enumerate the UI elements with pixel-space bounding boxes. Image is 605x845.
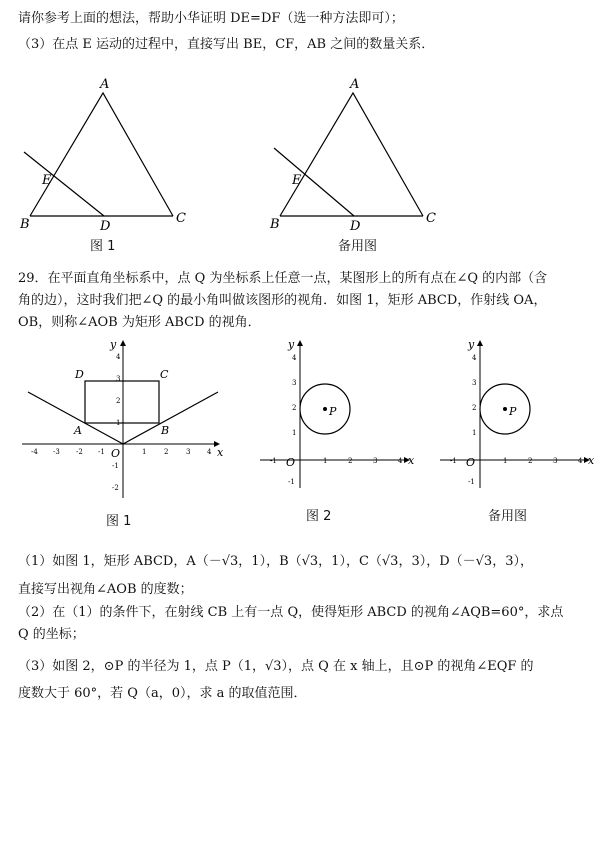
fig2-y-3: 3 <box>292 379 297 387</box>
text-line-p2: （3）在点 E 运动的过程中，直接写出 BE，CF，AB 之间的数量关系． <box>18 37 435 52</box>
fig2-x-neg1: -1 <box>270 457 277 465</box>
label-B-backup: B <box>270 217 280 232</box>
x-tick-neg3: -3 <box>53 448 60 456</box>
x-tick-neg4: -4 <box>31 448 38 456</box>
triangle-figure-1 <box>20 78 220 238</box>
q29-line-2: 角的边），这时我们把∠Q 的最小角叫做该图形的视角．如图 1，矩形 ABCD，作射线 OA， <box>18 293 547 308</box>
fig2-x-4: 4 <box>398 457 403 465</box>
caption-fig1-triangle: 图 1 <box>90 239 116 254</box>
fig3-origin: O <box>466 456 476 469</box>
fig2-y-1: 1 <box>292 429 297 437</box>
rect-label-C: C <box>160 368 169 381</box>
label-A: A <box>100 77 110 92</box>
fig3-axis-x: x <box>588 454 595 467</box>
x-tick-2: 2 <box>164 448 169 456</box>
fig3-axis-y: y <box>468 338 475 351</box>
fig3-x-1: 1 <box>503 457 508 465</box>
caption-coord-fig1: 图 1 <box>106 514 132 529</box>
sub3-line-2: 度数大于 60°，若 Q（a，0），求 a 的取值范围． <box>18 686 307 701</box>
fig3-y-3: 3 <box>472 379 477 387</box>
sub3-line-1: （3）如图 2，⊙P 的半径为 1，点 P（1，√3），点 Q 在 x 轴上，且⊙P 的视角∠EQF 的 <box>18 659 534 674</box>
coord-figure-2 <box>258 338 418 498</box>
axis-x-label: x <box>217 446 224 459</box>
sub2-line-1: （2）在（1）的条件下，在射线 CB 上有一点 Q，使得矩形 ABCD 的视角∠AQB=60°，求点 <box>18 605 564 620</box>
label-D: D <box>100 219 111 234</box>
caption-backup-triangle: 备用图 <box>338 239 378 254</box>
fig3-y-1: 1 <box>472 429 477 437</box>
fig3-x-neg1: -1 <box>450 457 457 465</box>
fig2-y-neg1: -1 <box>288 478 295 486</box>
y-tick-neg2: -2 <box>112 484 119 492</box>
fig2-y-4: 4 <box>292 354 297 362</box>
label-E: E <box>42 173 52 188</box>
fig2-origin: O <box>286 456 296 469</box>
fig3-x-2: 2 <box>528 457 533 465</box>
label-C-backup: C <box>426 211 436 226</box>
fig2-x-3: 3 <box>373 457 378 465</box>
fig3-point-P: P <box>509 405 517 418</box>
label-E-backup: E <box>292 173 302 188</box>
x-tick-neg2: -2 <box>76 448 83 456</box>
y-tick-4: 4 <box>116 353 121 361</box>
fig2-point-P: P <box>329 405 337 418</box>
y-tick-2: 2 <box>116 397 121 405</box>
label-C: C <box>176 211 186 226</box>
rect-label-B: B <box>161 424 170 437</box>
fig3-x-3: 3 <box>553 457 558 465</box>
q29-line-3: OB，则称∠AOB 为矩形 ABCD 的视角． <box>18 315 261 330</box>
y-tick-3: 3 <box>116 375 121 383</box>
label-B: B <box>20 217 30 232</box>
caption-coord-backup: 备用图 <box>488 509 528 524</box>
fig3-y-2: 2 <box>472 404 477 412</box>
axis-y-label: y <box>110 338 117 351</box>
origin-label: O <box>111 447 121 460</box>
sub2-line-2: Q 的坐标； <box>18 627 85 642</box>
fig2-x-2: 2 <box>348 457 353 465</box>
rect-label-D: D <box>75 368 84 381</box>
x-tick-neg1: -1 <box>98 448 105 456</box>
fig3-x-4: 4 <box>578 457 583 465</box>
rect-label-A: A <box>74 424 82 437</box>
y-tick-1: 1 <box>116 419 121 427</box>
x-tick-1: 1 <box>142 448 147 456</box>
x-tick-4: 4 <box>207 448 212 456</box>
sub1-line-2: 直接写出视角∠AOB 的度数； <box>18 582 193 597</box>
coord-figure-backup <box>438 338 598 498</box>
label-D-backup: D <box>350 219 361 234</box>
triangle-figure-backup <box>270 78 470 238</box>
fig2-axis-x: x <box>408 454 415 467</box>
text-line-p1: 请你参考上面的想法，帮助小华证明 DE=DF（选一种方法即可）； <box>18 11 404 26</box>
sub1-line-1: （1）如图 1，矩形 ABCD，A（－√3，1），B（√3，1），C（√3，3），D（－√3，3）， <box>18 554 533 569</box>
caption-coord-fig2: 图 2 <box>306 509 332 524</box>
fig2-axis-y: y <box>288 338 295 351</box>
label-A-backup: A <box>350 77 360 92</box>
q29-line-1: 29．在平面直角坐标系中，点 Q 为坐标系上任意一点，某图形上的所有点在∠Q 的内部（含 <box>18 271 548 286</box>
fig2-x-1: 1 <box>323 457 328 465</box>
x-tick-3: 3 <box>186 448 191 456</box>
coord-figure-1 <box>20 338 230 508</box>
fig3-y-neg1: -1 <box>468 478 475 486</box>
fig3-y-4: 4 <box>472 354 477 362</box>
fig2-y-2: 2 <box>292 404 297 412</box>
y-tick-neg1: -1 <box>112 462 119 470</box>
